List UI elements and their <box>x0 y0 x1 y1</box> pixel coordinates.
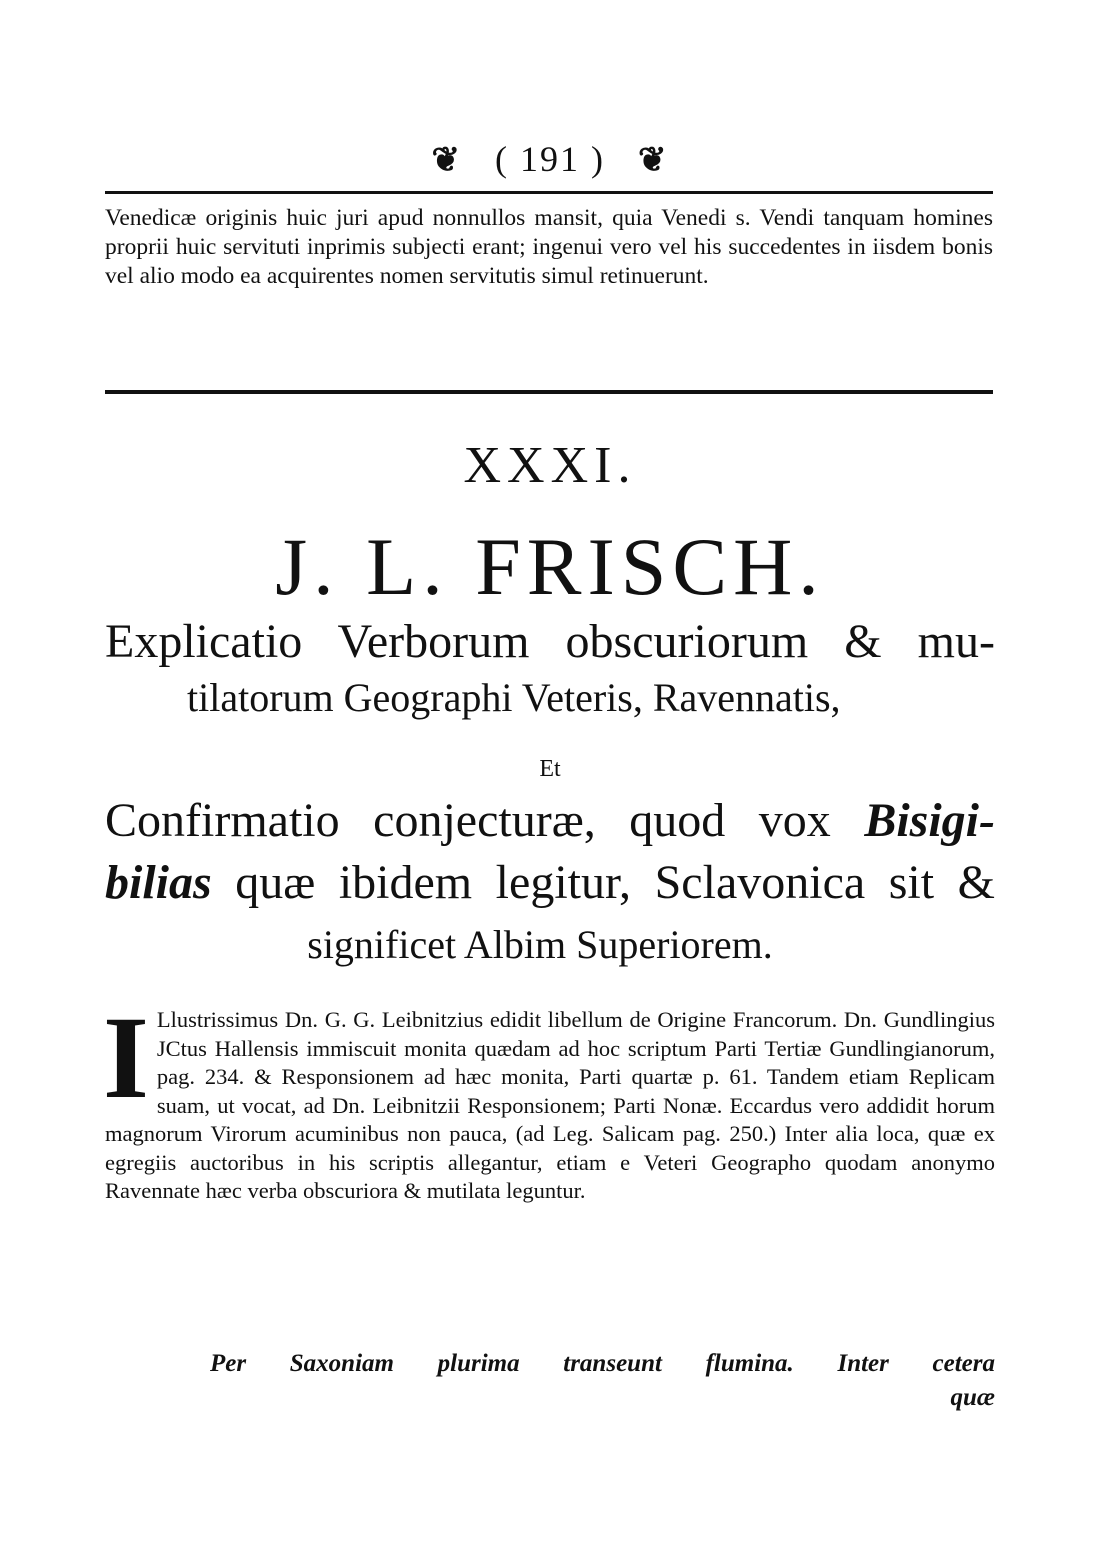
previous-paragraph <box>105 204 993 291</box>
running-header <box>0 138 1100 180</box>
title-line-2: tilatorum Geographi Veteris, Ravennatis, <box>187 675 841 720</box>
header-rule <box>105 191 993 194</box>
subtitle-italic-word-1: Bisigi- <box>864 794 995 847</box>
body-paragraph <box>103 992 995 1206</box>
section-divider <box>105 390 993 394</box>
page-number: ( 191 ) <box>495 139 605 179</box>
body-text: Llustrissimus Dn. G. G. Leibnitzius edidit libellum de Origine Francorum. Dn. Gundlingius JCtus Hallensis immiscuit monita quædam ad hoc scriptum Parti Tertiæ Gundlingianorum, pag. 234. & Responsionem ad hæc monita, Parti quartæ p. 61. Tandem etiam Replicam suam, ut vocat, ad Dn. Leibnitzii Responsionem; Parti Nonæ. Eccardus vero addidit horum magnorum Virorum acuminibus non pauca, (ad Leg. Salicam pag. 250.) Inter alia loca, quæ ex egregiis auctoribus in his scriptis allegantur, etiam e Veteri Geographo quodam anonymo Ravennate hæc verba obscuriora & mutilata leguntur. <box>105 1007 995 1203</box>
subtitle-line-2-text: quæ ibidem legitur, Sclavonica sit & <box>211 856 995 909</box>
subtitle-italic-word-2: bilias <box>105 856 212 909</box>
quote-line: Per Saxoniam plurima transeunt flumina. Inter cetera <box>210 1350 995 1377</box>
section-subtitle <box>105 790 995 976</box>
subtitle-line-3: significet Albim Superiorem. <box>307 922 773 967</box>
title-line-1: Explicatio Verborum obscuriorum & mu- <box>105 615 995 668</box>
section-number: XXXI. <box>463 437 637 494</box>
catchword: quæ <box>950 1384 995 1411</box>
title-connector: Et <box>539 756 561 782</box>
section-author: J. L. FRISCH. <box>275 521 825 612</box>
drop-cap: I <box>103 992 149 1123</box>
previous-paragraph-text: Venedicæ originis huic juri apud nonnullos mansit, quia Venedi s. Vendi tanquam homines proprii huic servituti inprimis subjecti erant; ingenui vero vel his succedentes in iisdem bonis vel alio modo ea acquirentes nomen servitutis simul retinuerunt. <box>105 205 993 289</box>
subtitle-line-2 <box>105 852 995 914</box>
subtitle-line-1-text: Confirmatio conjecturæ, quod vox <box>105 794 865 847</box>
subtitle-line-1 <box>105 790 995 852</box>
right-ornament-icon: ❦ <box>637 142 669 179</box>
quoted-passage <box>210 1347 995 1415</box>
section-title <box>105 614 995 726</box>
left-ornament-icon: ❦ <box>431 142 462 179</box>
